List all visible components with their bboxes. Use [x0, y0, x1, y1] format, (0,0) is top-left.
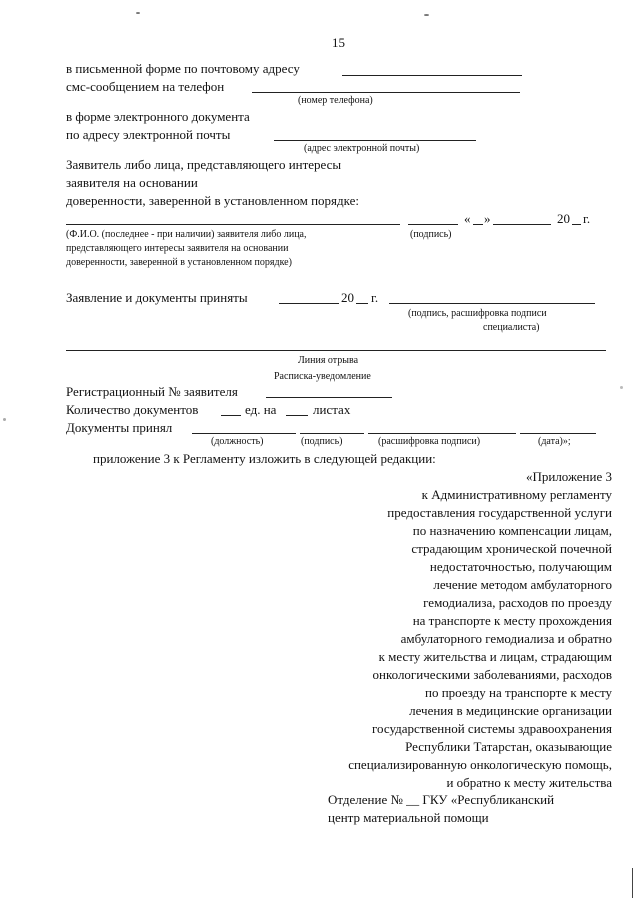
appendix-line: по назначению компенсации лицам,	[412, 523, 612, 538]
cut-line-label: Линия отрыва	[298, 355, 359, 366]
appendix-line: специализированную онкологическую помощь,	[348, 757, 612, 772]
applicant-month-field[interactable]	[493, 224, 551, 225]
accepted-year-prefix: 20	[341, 290, 354, 305]
appendix-line: Республики Татарстан, оказывающие	[405, 739, 612, 754]
applicant-year-suffix: г.	[583, 211, 591, 226]
appendix-line: гемодиализа, расходов по проезду	[423, 595, 612, 610]
accepter-date-field[interactable]	[520, 433, 596, 434]
appendix-line: лечение методом амбулаторного	[433, 577, 612, 592]
appendix-line: «Приложение 3	[525, 469, 612, 484]
receipt-title: Расписка-уведомление	[274, 371, 371, 382]
applicant-fio-field[interactable]	[66, 224, 400, 225]
appendix-line: амбулаторного гемодиализа и обратно	[400, 631, 612, 646]
cap-signature: (подпись)	[301, 436, 343, 447]
email-caption: (адрес электронной почты)	[304, 143, 420, 154]
appendix-line: государственной системы здравоохранения	[372, 721, 612, 736]
accepted-caption-1: (подпись, расшифровка подписи	[408, 308, 547, 319]
applicant-signature-field[interactable]	[408, 224, 458, 225]
applicant-date-close-quote: »	[484, 211, 491, 226]
appendix-line: по проезду на транспорте к месту	[425, 685, 612, 700]
delivery-email-label: по адресу электронной почты	[66, 127, 231, 142]
postal-address-field[interactable]	[342, 75, 522, 76]
applicant-year-prefix: 20	[557, 211, 570, 226]
docs-count-label-b: ед. на	[245, 402, 277, 417]
accepted-caption-2: специалиста)	[483, 322, 540, 333]
department-line-1: Отделение № __ ГКУ «Республиканский	[328, 792, 555, 807]
appendix-line: недостаточностью, получающим	[429, 559, 612, 574]
delivery-sms-label: смс-сообщением на телефон	[66, 79, 225, 94]
docs-count-label-a: Количество документов	[66, 402, 199, 417]
phone-field[interactable]	[252, 92, 520, 93]
reg-number-label: Регистрационный № заявителя	[66, 384, 238, 399]
accepted-year-field[interactable]	[356, 303, 368, 304]
docs-count-label-c: листах	[313, 402, 351, 417]
applicant-signature-caption: (подпись)	[410, 229, 452, 240]
applicant-date-open-quote: «	[464, 211, 471, 226]
department-line-2: центр материальной помощи	[328, 810, 489, 825]
fio-caption-3: доверенности, заверенной в установленном порядке)	[66, 257, 292, 268]
docs-sheets-field[interactable]	[286, 415, 308, 416]
page-number: 15	[332, 35, 345, 50]
appendix-line: онкологическими заболеваниями, расходов	[372, 667, 612, 682]
cap-decode: (расшифровка подписи)	[378, 436, 481, 447]
applicant-year-field[interactable]	[572, 224, 581, 225]
appendix-line: предоставления государственной услуги	[387, 505, 612, 520]
cap-position: (должность)	[211, 436, 264, 447]
cut-line	[66, 350, 606, 351]
applicant-line-3: доверенности, заверенной в установленном порядке:	[66, 193, 360, 208]
scan-edge-mark	[632, 868, 633, 898]
appendix-line: к месту жительства и лицам, страдающим	[378, 649, 612, 664]
appendix-line: лечения в медицинские организации	[409, 703, 612, 718]
applicant-line-2: заявителя на основании	[66, 175, 198, 190]
docs-accepted-label: Документы принял	[66, 420, 173, 435]
appendix-line: к Административному регламенту	[421, 487, 612, 502]
scan-speck	[136, 12, 140, 14]
accepted-signature-field[interactable]	[389, 303, 595, 304]
appendix-intro: приложение 3 к Регламенту изложить в следующей редакции:	[93, 451, 436, 466]
reg-number-field[interactable]	[266, 397, 392, 398]
accepter-position-field[interactable]	[192, 433, 296, 434]
accepted-label: Заявление и документы приняты	[66, 290, 248, 305]
appendix-line: и обратно к месту жительства	[446, 775, 612, 790]
email-field[interactable]	[274, 140, 476, 141]
delivery-postal-label: в письменной форме по почтовому адресу	[66, 61, 300, 76]
applicant-day-field[interactable]	[473, 224, 483, 225]
appendix-line: на транспорте к месту прохождения	[412, 613, 612, 628]
accepted-year-suffix: г.	[371, 290, 379, 305]
cap-date: (дата)»;	[538, 436, 571, 447]
delivery-edoc-label: в форме электронного документа	[66, 109, 250, 124]
fio-caption-2: представляющего интересы заявителя на основании	[66, 243, 289, 254]
fio-caption-1: (Ф.И.О. (последнее - при наличии) заявителя либо лица,	[66, 229, 307, 240]
accepted-date-field[interactable]	[279, 303, 339, 304]
accepter-decode-field[interactable]	[368, 433, 516, 434]
scan-speck	[424, 14, 429, 16]
scan-speck	[620, 386, 623, 389]
appendix-line: страдающим хронической почечной	[411, 541, 612, 556]
scan-speck	[3, 418, 6, 421]
docs-count-field[interactable]	[221, 415, 241, 416]
accepter-signature-field[interactable]	[300, 433, 364, 434]
phone-caption: (номер телефона)	[298, 95, 373, 106]
applicant-line-1: Заявитель либо лица, представляющего интересы	[66, 157, 342, 172]
